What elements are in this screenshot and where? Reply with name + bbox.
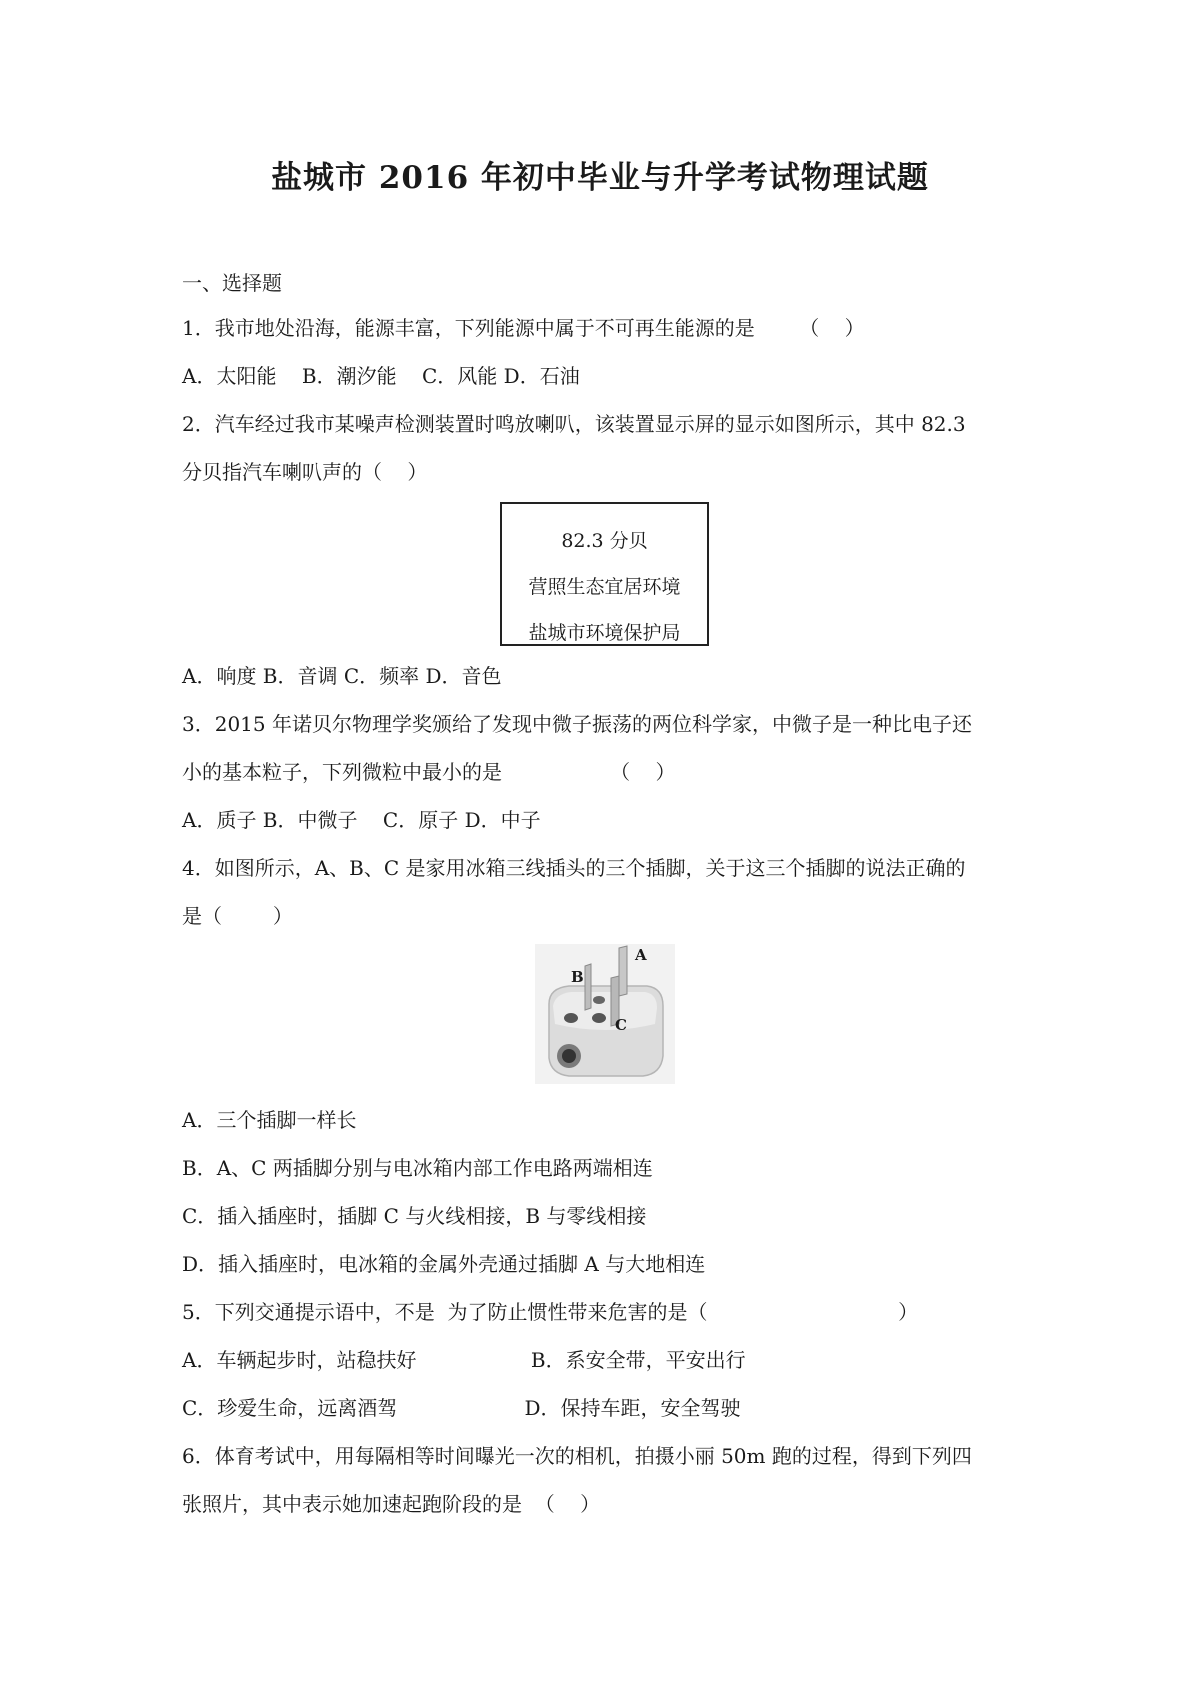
display-slogan: 营照生态宜居环境 [528,576,681,598]
question-4-option-a: A．三个插脚一样长 [182,1108,357,1132]
three-pin-plug-figure [535,944,675,1084]
question-1-options: A．太阳能 B．潮汐能 C．风能 D．石油 [182,364,580,388]
question-6-stem-line2: 张照片，其中表示她加速起跑阶段的是 （ ） [182,1492,601,1516]
question-4-stem-line1: 4．如图所示，A、B、C 是家用冰箱三线插头的三个插脚，关于这三个插脚的说法正确的 [182,856,966,880]
display-agency: 盐城市环境保护局 [528,622,681,644]
question-4-stem-line2: 是（ ） [182,904,293,928]
question-3-stem-line2: 小的基本粒子，下列微粒中最小的是 （ ） [182,760,676,784]
question-5-options-cd: C．珍爱生命，远离酒驾 D．保持车距，安全驾驶 [182,1396,741,1420]
question-2-stem-line2: 分贝指汽车喇叭声的（ ） [182,460,428,484]
question-4-option-b: B．A、C 两插脚分别与电冰箱内部工作电路两端相连 [182,1156,653,1180]
question-4-option-d: D．插入插座时，电冰箱的金属外壳通过插脚 A 与大地相连 [182,1252,706,1276]
pin-label-c: C [615,1016,627,1034]
pin-label-b: B [571,968,584,986]
question-3-options: A．质子 B．中微子 C．原子 D．中子 [182,808,541,832]
question-1-stem: 1．我市地处沿海，能源丰富，下列能源中属于不可再生能源的是 （ ） [182,316,865,340]
page-title: 盐城市 2016 年初中毕业与升学考试物理试题 [271,160,929,196]
question-5-options-ab: A．车辆起步时，站稳扶好 B．系安全带，平安出行 [182,1348,746,1372]
section-heading: 一、选择题 [182,271,282,295]
question-6-stem-line1: 6．体育考试中，用每隔相等时间曝光一次的相机，拍摄小丽 50m 跑的过程，得到下列四 [182,1444,972,1468]
noise-monitor-display [500,502,709,646]
question-5-stem: 5．下列交通提示语中，不是 为了防止惯性带来危害的是（ ） [182,1300,919,1324]
question-2-options: A．响度 B．音调 C．频率 D．音色 [182,664,502,688]
question-3-stem-line1: 3．2015 年诺贝尔物理学奖颁给了发现中微子振荡的两位科学家，中微子是一种比电子还 [182,712,972,736]
question-2-stem-line1: 2．汽车经过我市某噪声检测装置时鸣放喇叭，该装置显示屏的显示如图所示，其中 82.3 [182,412,966,436]
pin-label-a: A [635,946,647,964]
display-reading: 82.3 分贝 [561,530,648,552]
question-4-option-c: C．插入插座时，插脚 C 与火线相接，B 与零线相接 [182,1204,647,1228]
